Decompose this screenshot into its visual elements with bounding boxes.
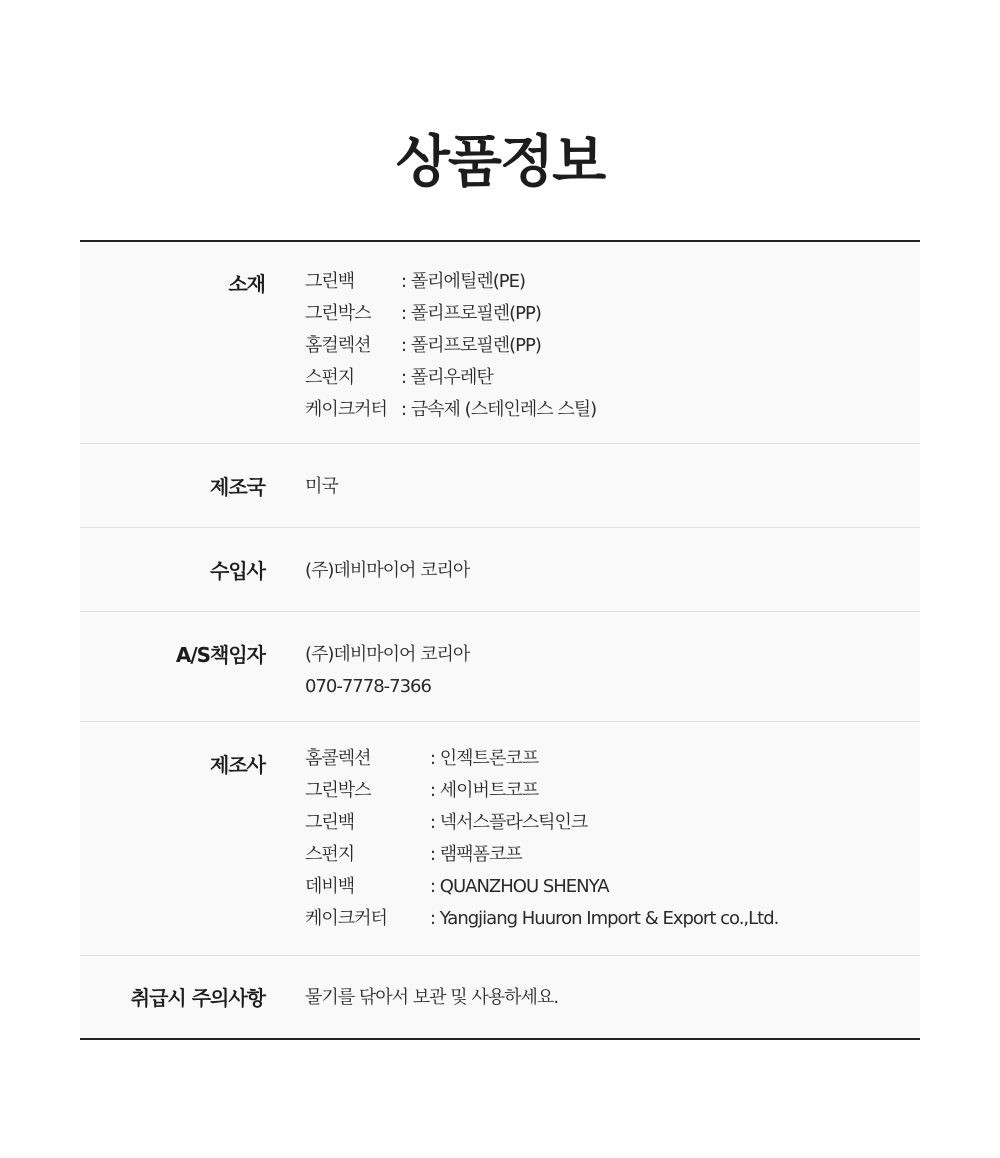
row-value-caution: 물기를 닦아서 보관 및 사용하세요. bbox=[305, 987, 559, 1008]
list-item bbox=[305, 330, 596, 362]
info-row-importer bbox=[80, 528, 920, 612]
material-item-name: 그린박스 bbox=[305, 303, 371, 324]
maker-item-value: : 세이버트코프 bbox=[430, 780, 539, 801]
list-item bbox=[305, 839, 778, 871]
maker-item-value: : Yangjiang Huuron Import & Export co.,Ltd. bbox=[430, 908, 779, 929]
maker-item-name: 케이크커터 bbox=[305, 908, 387, 929]
row-label-importer: 수입사 bbox=[210, 559, 265, 583]
row-value-material bbox=[305, 266, 596, 443]
list-item bbox=[305, 266, 596, 298]
info-row-caution bbox=[80, 956, 920, 1038]
maker-item-value: : 인젝트론코프 bbox=[430, 748, 539, 769]
maker-item-name: 데비백 bbox=[305, 876, 355, 897]
list-item bbox=[305, 362, 596, 394]
material-item-value: : 폴리프로필렌(PP) bbox=[401, 335, 541, 356]
list-item bbox=[305, 394, 596, 426]
row-value-country: 미국 bbox=[305, 476, 338, 497]
row-value-importer: (주)데비마이어 코리아 bbox=[305, 560, 470, 581]
list-item bbox=[305, 871, 778, 903]
row-label-country: 제조국 bbox=[210, 475, 265, 499]
maker-item-value: : 넥서스플라스틱인크 bbox=[430, 812, 588, 833]
row-label-as: A/S책임자 bbox=[175, 643, 265, 667]
maker-item-name: 그린백 bbox=[305, 812, 355, 833]
info-row-maker bbox=[80, 722, 920, 956]
list-item bbox=[305, 298, 596, 330]
info-row-country bbox=[80, 444, 920, 528]
page-title: 상품정보 bbox=[395, 130, 605, 195]
maker-item-name: 홈콜렉션 bbox=[305, 748, 371, 769]
product-info-table bbox=[80, 240, 920, 1040]
info-row-as bbox=[80, 612, 920, 722]
material-item-value: : 폴리에틸렌(PE) bbox=[401, 271, 525, 292]
row-label-maker: 제조사 bbox=[210, 753, 265, 777]
material-item-name: 스펀지 bbox=[305, 367, 355, 388]
row-label-material: 소재 bbox=[228, 272, 265, 296]
material-item-name: 그린백 bbox=[305, 271, 355, 292]
list-item bbox=[305, 903, 778, 935]
material-item-value: : 금속제 (스테인레스 스틸) bbox=[401, 399, 597, 420]
material-item-name: 홈컬렉션 bbox=[305, 335, 371, 356]
as-company-name: (주)데비마이어 코리아 bbox=[305, 644, 470, 665]
maker-item-value: : 램팩폼코프 bbox=[430, 844, 522, 865]
material-item-value: : 폴리우레탄 bbox=[401, 367, 493, 388]
as-phone-number: 070-7778-7366 bbox=[305, 676, 431, 697]
material-item-value: : 폴리프로필렌(PP) bbox=[401, 303, 541, 324]
list-item bbox=[305, 743, 778, 775]
list-item bbox=[305, 807, 778, 839]
info-row-material bbox=[80, 242, 920, 444]
row-label-caution: 취급시 주의사항 bbox=[130, 986, 265, 1010]
maker-item-name: 스펀지 bbox=[305, 844, 355, 865]
maker-item-name: 그린박스 bbox=[305, 780, 371, 801]
row-value-maker bbox=[305, 743, 778, 955]
material-item-name: 케이크커터 bbox=[305, 399, 387, 420]
row-value-as bbox=[305, 639, 469, 721]
maker-item-value: : QUANZHOU SHENYA bbox=[430, 876, 609, 897]
list-item bbox=[305, 775, 778, 807]
